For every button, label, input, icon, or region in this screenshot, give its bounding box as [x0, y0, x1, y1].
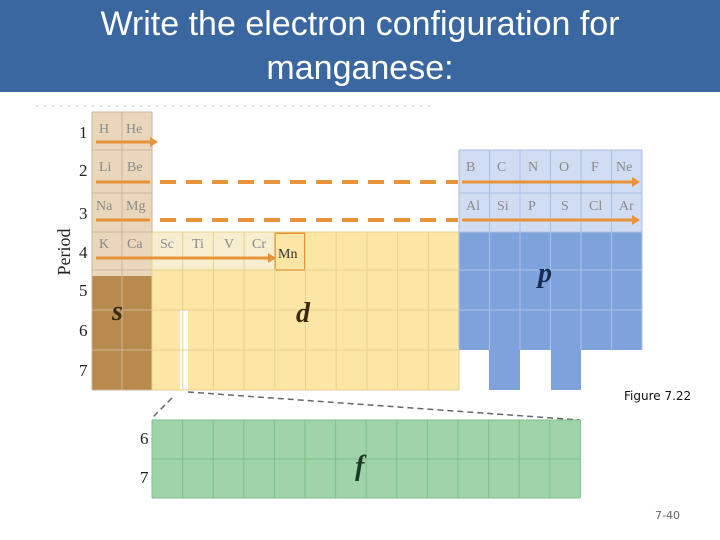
f-block-connector-right [188, 392, 580, 420]
element-s: S [561, 199, 569, 214]
period-number-2: 2 [79, 161, 88, 180]
element-al: Al [466, 199, 480, 214]
period-number-6: 6 [79, 321, 88, 340]
element-cr: Cr [252, 237, 266, 252]
period-number-3: 3 [79, 204, 88, 223]
element-ar: Ar [619, 199, 634, 214]
element-ne: Ne [616, 160, 633, 175]
element-sc: Sc [160, 237, 174, 252]
element-k: K [99, 237, 110, 252]
period-number-1: 1 [79, 123, 88, 142]
d-block-label: d [296, 298, 310, 329]
f-period-6: 6 [140, 429, 149, 448]
element-ti: Ti [192, 237, 204, 252]
f-block-connector-left [152, 398, 172, 418]
element-he: He [126, 122, 143, 137]
s-block-label: s [112, 296, 123, 327]
element-o: O [559, 160, 570, 175]
element-b: B [466, 160, 476, 175]
element-f: F [591, 160, 599, 175]
period-number-5: 5 [79, 281, 88, 300]
element-mg: Mg [126, 199, 146, 214]
period-numbers [79, 123, 88, 380]
figure-caption: Figure 7.22 [624, 389, 692, 403]
f-block-label: f [355, 451, 365, 482]
element-h: H [99, 122, 110, 137]
f-period-7: 7 [140, 468, 149, 487]
period-axis-label: Period [54, 228, 74, 276]
element-si: Si [497, 199, 509, 214]
p-block-label: p [538, 258, 552, 289]
element-n: N [528, 160, 539, 175]
element-p: P [528, 199, 536, 214]
period-number-4: 4 [79, 243, 88, 262]
element-ca: Ca [127, 237, 143, 252]
element-mn: Mn [278, 247, 298, 262]
page-number: 7-40 [655, 509, 680, 522]
element-na: Na [96, 199, 113, 214]
element-v: V [224, 237, 235, 252]
element-be: Be [127, 160, 143, 175]
element-c: C [497, 160, 507, 175]
period-number-7: 7 [79, 361, 88, 380]
slide-title: Write the electron configuration for manganese: [100, 5, 620, 87]
element-cl: Cl [589, 199, 603, 214]
element-li: Li [99, 160, 112, 175]
